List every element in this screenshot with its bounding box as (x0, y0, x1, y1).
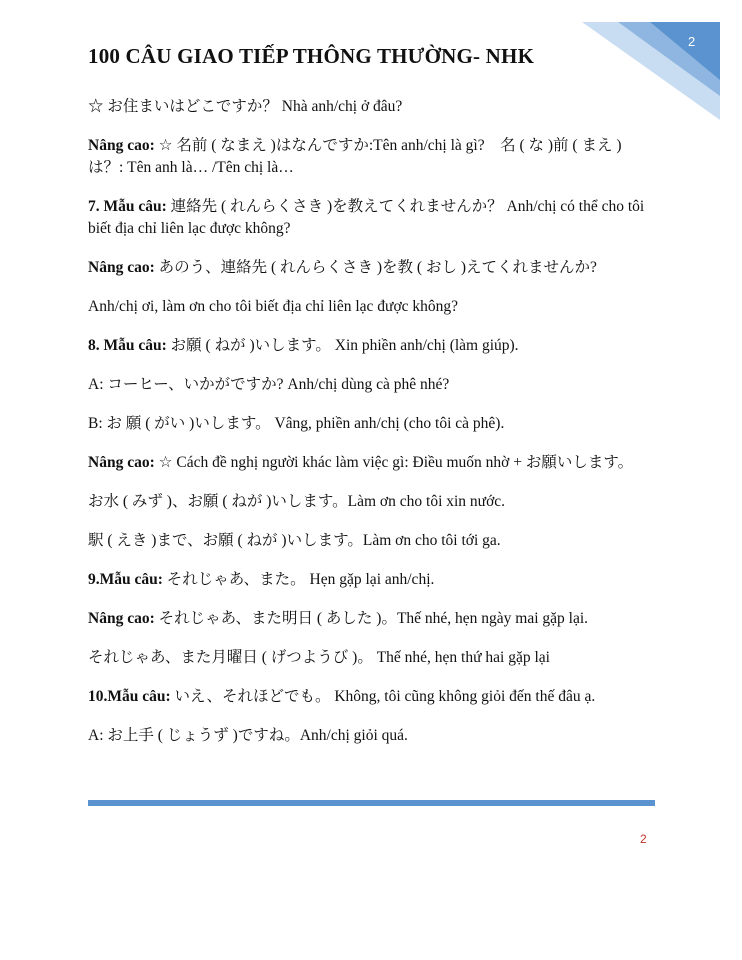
advanced-label: Nâng cao: (88, 454, 155, 471)
paragraph-14 (88, 647, 656, 669)
line-text: それじゃあ、また月曜日 ( げつようび )。 Thế nhé, hẹn thứ hai gặp lại (88, 649, 550, 666)
advanced-label: Nâng cao: (88, 610, 155, 627)
line-text: あのう、連絡先 ( れんらくさき )を教 ( おし )えてくれませんか? (154, 259, 597, 276)
paragraph-12 (88, 569, 656, 591)
line-text: ☆ Cách đề nghị người khác làm việc gì: Điều muốn nhờ + お願いします。 (154, 454, 634, 471)
line-text: お願 ( ねが )いします。 Xin phiền anh/chị (làm giúp). (166, 337, 519, 354)
line-text: ☆ 名前 ( なまえ )はなんですか:Tên anh/chị là gì? 名 ( な )前 ( まえ )は？: Tên anh là… /Tên chị là… (88, 137, 622, 176)
line-text: ☆ お住まいはどこですか？ Nhà anh/chị ở đâu? (88, 98, 403, 115)
line-text: Anh/chị ơi, làm ơn cho tôi biết địa chỉ liên lạc được không? (88, 298, 459, 315)
corner-page-number: 2 (688, 34, 696, 49)
page-title: 100 CÂU GIAO TIẾP THÔNG THƯỜNG- NHK (88, 44, 535, 68)
item-number: 7. (88, 198, 100, 215)
paragraph-4 (88, 257, 656, 279)
item-number: 8. (88, 337, 100, 354)
line-text: A: コーヒー、いかがですか? Anh/chị dùng cà phê nhé? (88, 376, 450, 393)
pattern-label: Mẫu câu: (99, 571, 163, 588)
footer-rule (88, 800, 655, 806)
line-text: 駅 ( えき )まで、お願 ( ねが )いします。Làm ơn cho tôi tới ga. (88, 532, 501, 549)
pattern-label: Mẫu câu: (99, 337, 167, 354)
advanced-label: Nâng cao: (88, 259, 155, 276)
line-text: お水 ( みず )、お願 ( ねが )いします。Làm ơn cho tôi xin nước. (88, 493, 506, 510)
pattern-label: Mẫu câu: (99, 198, 167, 215)
pattern-label: Mẫu câu: (107, 688, 171, 705)
line-text: 連絡先 ( れんらくさき )を教えてくれませんか？ Anh/chị có thể cho tôi biết địa chỉ liên lạc được không? (88, 198, 645, 237)
paragraph-16 (88, 725, 656, 747)
item-number: 10. (88, 688, 108, 705)
paragraph-10 (88, 491, 656, 513)
document-body (88, 96, 656, 764)
line-text: それじゃあ、また。 Hẹn gặp lại anh/chị. (162, 571, 435, 588)
item-number: 9. (88, 571, 100, 588)
paragraph-11 (88, 530, 656, 552)
paragraph-15 (88, 686, 656, 708)
paragraph-13 (88, 608, 656, 630)
paragraph-5 (88, 296, 656, 318)
paragraph-8 (88, 413, 656, 435)
advanced-label: Nâng cao: (88, 137, 155, 154)
paragraph-2 (88, 135, 656, 179)
line-text: A: お上手 ( じょうず )ですね。Anh/chị giỏi quá. (88, 727, 408, 744)
paragraph-3 (88, 196, 656, 240)
paragraph-6 (88, 335, 656, 357)
footer-page-number: 2 (640, 832, 647, 846)
line-text: B: お 願 ( がい )いします。 Vâng, phiền anh/chị (cho tôi cà phê). (88, 415, 505, 432)
paragraph-1 (88, 96, 656, 118)
line-text: いえ、それほどでも。 Không, tôi cũng không giỏi đến thế đâu ạ. (170, 688, 596, 705)
paragraph-9 (88, 452, 656, 474)
line-text: それじゃあ、また明日 ( あした )。Thế nhé, hẹn ngày mai gặp lại. (154, 610, 589, 627)
paragraph-7 (88, 374, 656, 396)
